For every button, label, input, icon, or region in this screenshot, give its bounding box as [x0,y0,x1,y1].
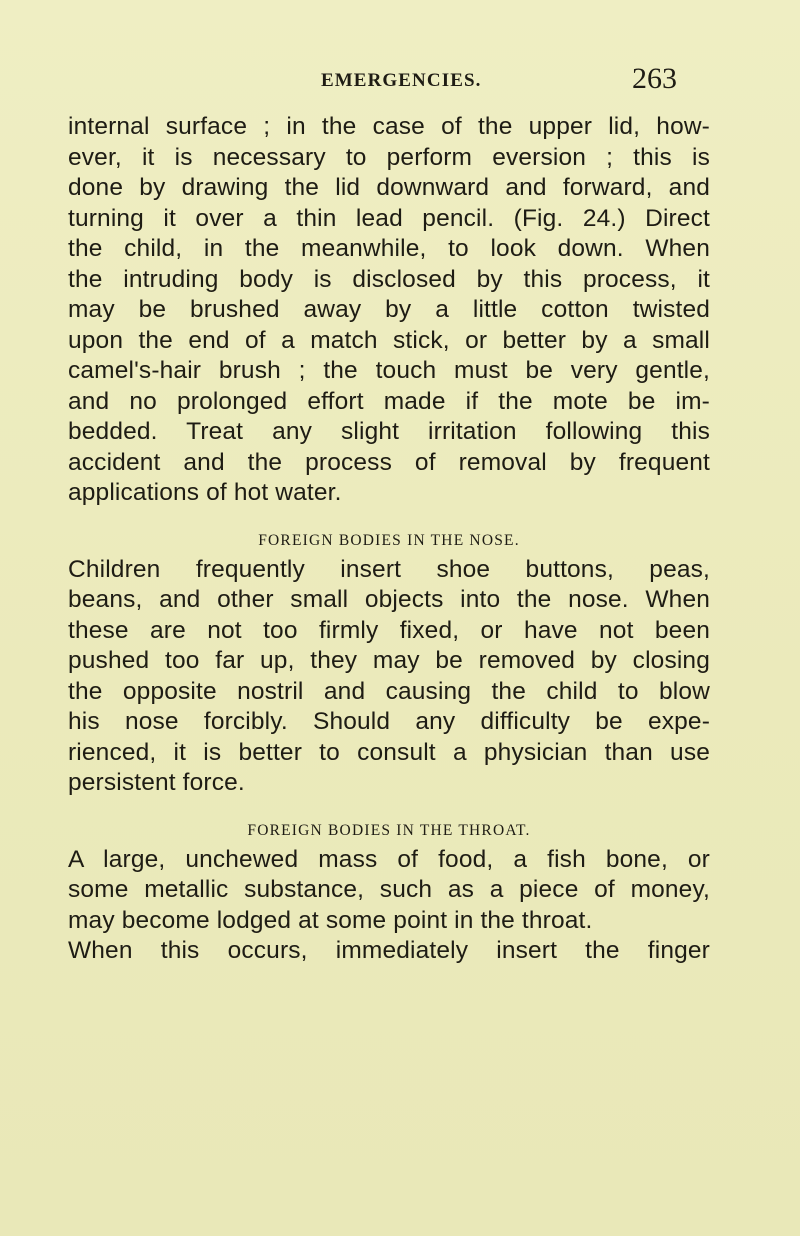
text-line: internal surface ; in the case of the upper lid, how- [68,113,710,140]
text-line: the intruding body is disclosed by this process, it [68,265,710,293]
page-header [0,64,800,104]
text-line: the opposite nostril and causing the child to blow [68,677,710,705]
text-line: persistent force. [68,769,245,796]
section-heading-throat: FOREIGN BODIES IN THE THROAT. [247,821,531,839]
text-line: beans, and other small objects into the nose. When [68,586,710,613]
text-line: Children frequently insert shoe buttons, peas, [68,555,710,583]
text-line: these are not too firmly fixed, or have not been [68,616,710,644]
section-heading-nose: FOREIGN BODIES IN THE NOSE. [258,531,520,549]
text-line: camel's-hair brush ; the touch must be very gentle, [68,357,710,384]
text-line: ever, it is necessary to perform eversion ; this is [68,143,710,171]
text-line: applications of hot water. [68,479,342,506]
text-line: accident and the process of removal by frequent [68,448,710,476]
text-line: and no prolonged effort made if the mote be im- [68,387,710,415]
page-number: 263 [632,62,677,95]
paragraph-throat [68,845,710,967]
paragraph-nose [68,555,710,799]
running-head: EMERGENCIES. [321,70,482,91]
text-line: rienced, it is better to consult a physician than use [68,738,710,766]
paragraph-eye-mote [68,112,710,509]
text-line: some metallic substance, such as a piece of money, [68,876,710,903]
text-line: his nose forcibly. Should any difficulty be expe- [68,708,710,735]
text-line: may be brushed away by a little cotton twisted [68,296,710,323]
text-line: pushed too far up, they may be removed by closing [68,647,710,674]
text-line: When this occurs, immediately insert the finger [68,937,710,964]
text-line: done by drawing the lid downward and forward, and [68,174,710,201]
text-line: may become lodged at some point in the throat. [68,906,593,934]
text-line: bedded. Treat any slight irritation following this [68,418,710,445]
text-line: the child, in the meanwhile, to look down. When [68,235,710,262]
text-line: turning it over a thin lead pencil. (Fig. 24.) Direct [68,204,710,232]
body-text [68,112,710,967]
text-line: upon the end of a match stick, or better by a small [68,326,710,354]
text-line: A large, unchewed mass of food, a fish bone, or [68,845,710,873]
